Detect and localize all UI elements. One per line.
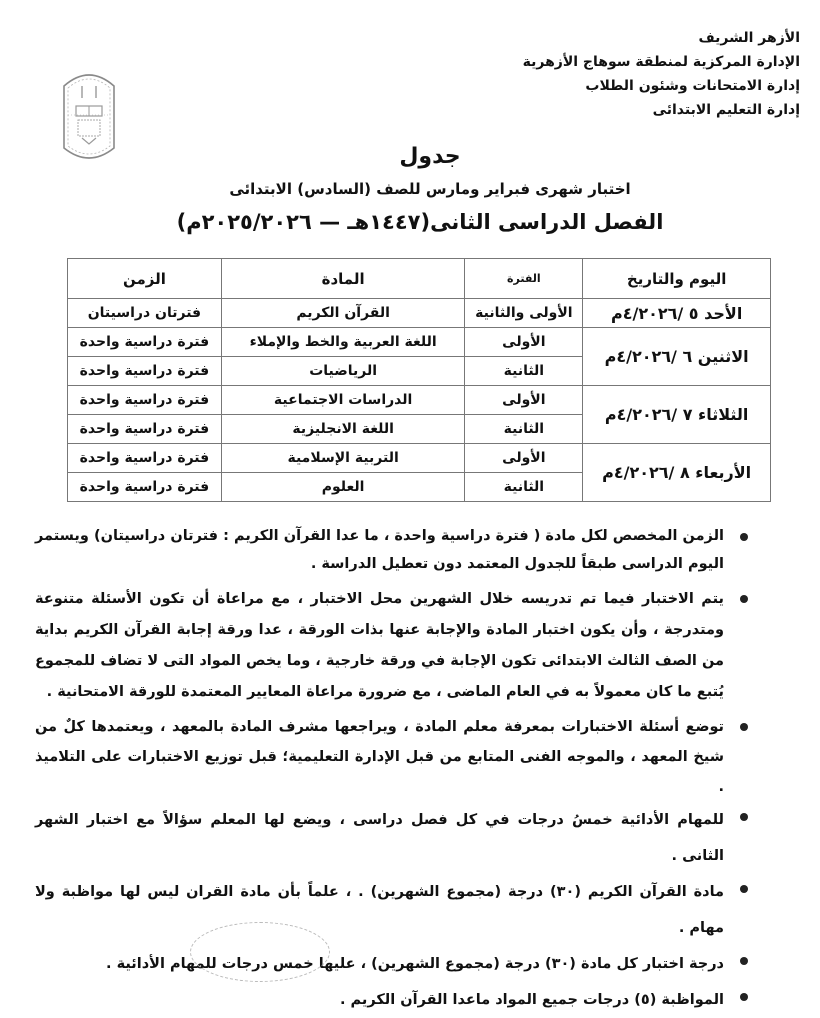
note-item	[35, 802, 750, 874]
note-item	[35, 712, 750, 802]
bullet-icon	[740, 533, 748, 541]
note-item	[35, 874, 750, 946]
time-cell: فترة دراسية واحدة	[68, 357, 222, 386]
subject-cell: اللغة العربية والخط والإملاء	[221, 328, 465, 357]
period-cell: الأولى والثانية	[465, 299, 583, 328]
time-cell: فترة دراسية واحدة	[68, 415, 222, 444]
note-item	[35, 946, 750, 982]
bullet-icon	[740, 723, 748, 731]
period-cell: الأولى	[465, 444, 583, 473]
subject-cell: القرآن الكريم	[221, 299, 465, 328]
bullet-icon	[740, 813, 748, 821]
bullet-icon	[740, 993, 748, 1001]
time-cell: فترة دراسية واحدة	[68, 473, 222, 502]
note-text: درجة اختبار كل مادة (٣٠) درجة (مجموع الشهرين) ، عليها خمس درجات للمهام الأدائية .	[106, 956, 724, 972]
table-header-row	[68, 259, 771, 299]
column-header-time: الزمن	[68, 259, 222, 299]
time-cell: فترة دراسية واحدة	[68, 386, 222, 415]
stamp-icon	[190, 922, 330, 982]
table-row	[68, 444, 771, 473]
column-header-date: اليوم والتاريخ	[583, 259, 771, 299]
note-text: مادة القرآن الكريم (٣٠) درجة (مجموع الشهرين) . ، علماً بأن مادة القران ليس لها مواظبة ولا مهام .	[35, 884, 725, 936]
note-item	[35, 982, 750, 1018]
note-text: للمهام الأدائية خمسُ درجات في كل فصل دراسى ، ويضع لها المعلم سؤالاً مع اختبار الشهر الثانى .	[35, 812, 724, 864]
date-cell: الأربعاء ٨ /٤/٢٠٢٦م	[583, 444, 771, 502]
exam-subtitle: اختبار شهرى فبراير ومارس للصف (السادس) الابتدائى	[229, 180, 631, 198]
time-cell: فترة دراسية واحدة	[68, 444, 222, 473]
subject-cell: العلوم	[221, 473, 465, 502]
document-titles	[0, 140, 820, 240]
time-cell: فترة دراسية واحدة	[68, 328, 222, 357]
date-cell: الثلاثاء ٧ /٤/٢٠٢٦م	[583, 386, 771, 444]
date-cell: الأحد ٥ /٤/٢٠٢٦م	[583, 299, 771, 328]
bullet-icon	[740, 885, 748, 893]
table-row	[68, 299, 771, 328]
header-line-central-admin: الإدارة المركزية لمنطقة سوهاج الأزهرية	[522, 54, 800, 70]
subject-cell: الرياضيات	[221, 357, 465, 386]
subject-cell: الدراسات الاجتماعية	[221, 386, 465, 415]
time-cell: فترتان دراسيتان	[68, 299, 222, 328]
note-text: الزمن المخصص لكل مادة ( فترة دراسية واحدة ، ما عدا القرآن الكريم : فترتان دراسيتان) ويستمر اليوم الدراسى طبقاً للجدول المعتمد دون تعطيل الدراسة .	[35, 528, 724, 572]
page-title: جدول	[399, 144, 461, 169]
note-item	[35, 522, 750, 578]
bullet-icon	[740, 595, 748, 603]
term-title: الفصل الدراسى الثانى(١٤٤٧هـ — ٢٠٢٥/٢٠٢٦م)	[176, 210, 664, 234]
date-cell: الاثنين ٦ /٤/٢٠٢٦م	[583, 328, 771, 386]
exam-schedule-table	[67, 258, 771, 502]
header-line-azhar: الأزهر الشريف	[698, 30, 800, 46]
table-row	[68, 386, 771, 415]
column-header-subject: المادة	[221, 259, 465, 299]
subject-cell: التربية الإسلامية	[221, 444, 465, 473]
header-line-exams-admin: إدارة الامتحانات وشئون الطلاب	[585, 78, 800, 94]
note-text: يتم الاختبار فيما تم تدريسه خلال الشهرين محل الاختبار ، مع مراعاة أن تكون الأسئلة متنوعة ومتدرجة ، وأن يكون اختبار المادة والإجابة عنها بذات الورقة ، عدا ورقة إجابة القرآن الكريم بداية من الصف الثالث الابتدائى تكون الإجابة في ورقة خارجية ، وما يخص المواد التى لا تضاف للمجموع يُتبع ما كان معمولاً به في العام الماضى ، مع ضرورة مراعاة المعايير المعتمدة للورقة الامتحانية .	[35, 591, 724, 700]
period-cell: الأولى	[465, 386, 583, 415]
column-header-period: الفترة	[465, 259, 583, 299]
note-item	[35, 584, 750, 708]
bullet-icon	[740, 957, 748, 965]
header-line-primary-admin: إدارة التعليم الابتدائى	[652, 102, 800, 118]
notes-list	[35, 522, 750, 1018]
table-row	[68, 328, 771, 357]
note-text: المواظبة (٥) درجات جميع المواد ماعدا القرآن الكريم .	[339, 992, 724, 1008]
document-header	[523, 26, 800, 122]
period-cell: الثانية	[465, 415, 583, 444]
subject-cell: اللغة الانجليزية	[221, 415, 465, 444]
period-cell: الثانية	[465, 357, 583, 386]
period-cell: الأولى	[465, 328, 583, 357]
period-cell: الثانية	[465, 473, 583, 502]
note-text: توضع أسئلة الاختبارات بمعرفة معلم المادة ، ويراجعها مشرف المادة بالمعهد ، ويعتمدها كلٌ من شيخ المعهد ، والموجه الفنى المتابع من قبل الإدارة التعليمية؛ قبل توزيع الاختبارات على التلاميذ .	[35, 719, 724, 795]
